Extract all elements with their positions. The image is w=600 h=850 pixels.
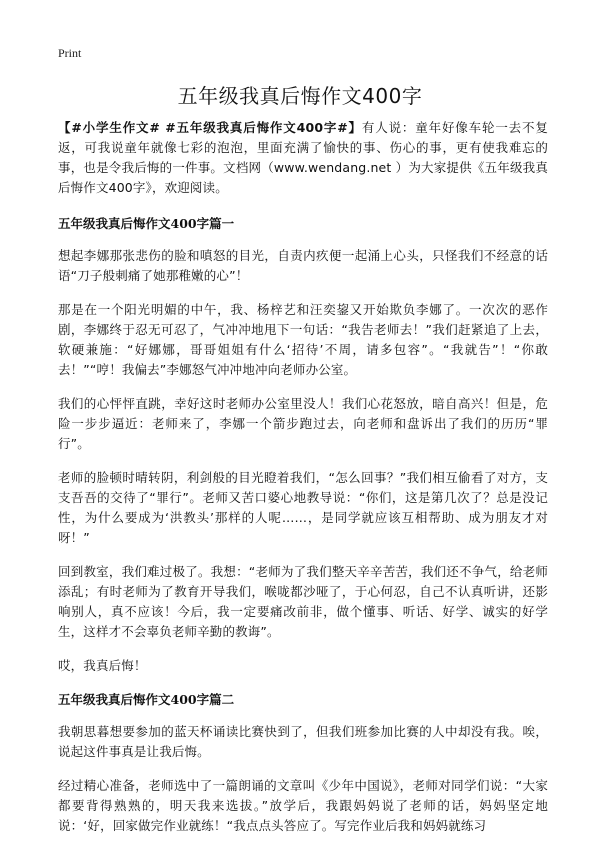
paragraph: 老师的脸顿时晴转阴，利剑般的目光瞪着我们，“怎么回事？”我们相互偷看了对方，支支吾吾的交待了“罪行”。老师又苦口婆心地教导说：“你们，这是第几次了？总是没记性，为什么要成为‘洪教头’那样的人呢……，是同学就应该互相帮助、成为朋友才对呀！” [58, 470, 548, 545]
paragraph: 回到教室，我们难过极了。我想：“老师为了我们整天辛辛苦苦，我们还不争气，给老师添乱；有时老师为了教育开导我们，喉咙都沙哑了，于心何忍，自己不认真听讲，还影响别人，真不应该！今后，我一定要痛改前非，做个懂事、听话、好学、诚实的好学生，这样才不会辜负老师辛勤的教诲”。 [58, 564, 548, 639]
paragraph: 我们的心怦怦直跳，幸好这时老师办公室里没人！我们心花怒放，暗自高兴！但是，危险一步步逼近：老师来了，李娜一个箭步跑过去，向老师和盘诉出了我们的历历“罪行”。 [58, 396, 548, 451]
article-body [58, 118, 548, 850]
paragraph: 哎，我真后悔！ [58, 658, 147, 673]
intro-paragraph [58, 118, 548, 198]
section-heading-2: 五年级我真后悔作文400字篇二 [58, 692, 235, 707]
section-heading-1: 五年级我真后悔作文400字篇一 [58, 216, 235, 231]
paragraph: 想起李娜那张悲伤的脸和嗔怒的目光，自责内疚便一起涌上心头，只怪我们不经意的话语“刀子般刺痛了她那稚嫩的心”！ [58, 248, 548, 283]
paragraph: 那是在一个阳光明媚的中午，我、杨梓艺和汪奕鋆又开始欺负李娜了。一次次的恶作剧，李娜终于忍无可忍了，气冲冲地甩下一句话：“我告老师去！”我们赶紧追了上去，软硬兼施：“好娜娜，哥哥姐姐有什么‘招待’不周，请多包容”。“我就告”！“你敢去！”“哼！我偏去”李娜怒气冲冲地冲向老师办公室。 [58, 302, 548, 377]
page-title: 五年级我真后悔作文400字 [177, 84, 423, 108]
paragraph: 经过精心准备，老师选中了一篇朗诵的文章叫《少年中国说》，老师对同学们说：“大家都要背得熟熟的，明天我来选拔。”放学后，我跟妈妈说了老师的话，妈妈坚定地说：‘好，回家做完作业就练！“我点点头答应了。写完作业后我和妈妈就练习 [58, 778, 548, 833]
intro-tag: 【#小学生作文# #五年级我真后悔作文400字#】 [58, 120, 362, 135]
intro-text: 有人说：童年好像车轮一去不复返，可我说童年就像七彩的泡泡，里面充满了愉快的事、伤心的事，更有使我难忘的事，也是令我后悔的一件事。文档网（www.wendang.net ）为大家提供《五年级我真后悔作文400字》，欢迎阅读。 [58, 120, 549, 195]
print-link[interactable]: Print [58, 46, 82, 60]
paragraph: 我朝思暮想要参加的蓝天杯诵读比赛快到了，但我们班参加比赛的人中却没有我。唉，说起这件事真是让我后悔。 [58, 724, 548, 759]
